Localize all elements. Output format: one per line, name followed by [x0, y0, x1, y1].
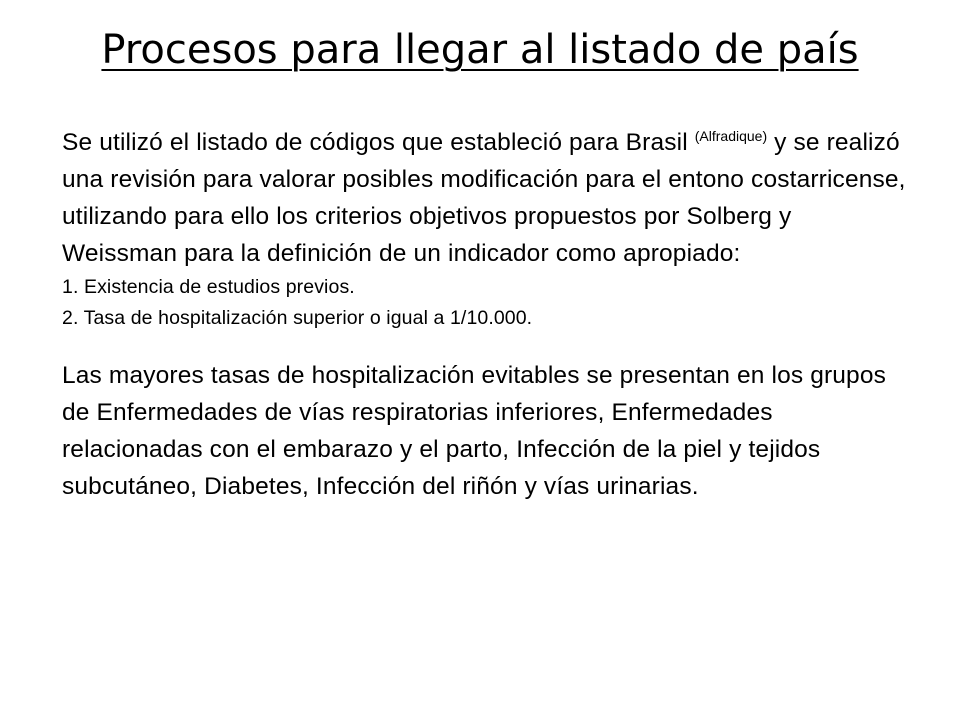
- methodology-text-end: y se realizó una revisión para valorar posibles modificación para el entono costarricense, utilizando para ello los criterios objetivos propuestos por Solberg y Weissman para la definición de un indicador como apropiado:: [62, 129, 906, 267]
- methodology-paragraph: [62, 124, 912, 272]
- findings-paragraph: Las mayores tasas de hospitalización evitables se presentan en los grupos de Enfermedades de vías respiratorias inferiores, Enfermedades relacionadas con el embarazo y el parto, Infección de la piel y tejidos subcutáneo, Diabetes, Infección del riñón y vías urinarias.: [62, 362, 887, 500]
- criteria-item: 2. Tasa de hospitalización superior o igual a 1/10.000.: [62, 307, 533, 329]
- criteria-list: [62, 272, 912, 334]
- criteria-item: 1. Existencia de estudios previos.: [62, 276, 355, 298]
- slide-body: [62, 124, 912, 505]
- reference-citation: (Alfradique): [694, 128, 768, 144]
- methodology-text-start: Se utilizó el listado de códigos que estableció para Brasil: [62, 129, 695, 156]
- slide-title: Procesos para llegar al listado de país: [101, 27, 859, 73]
